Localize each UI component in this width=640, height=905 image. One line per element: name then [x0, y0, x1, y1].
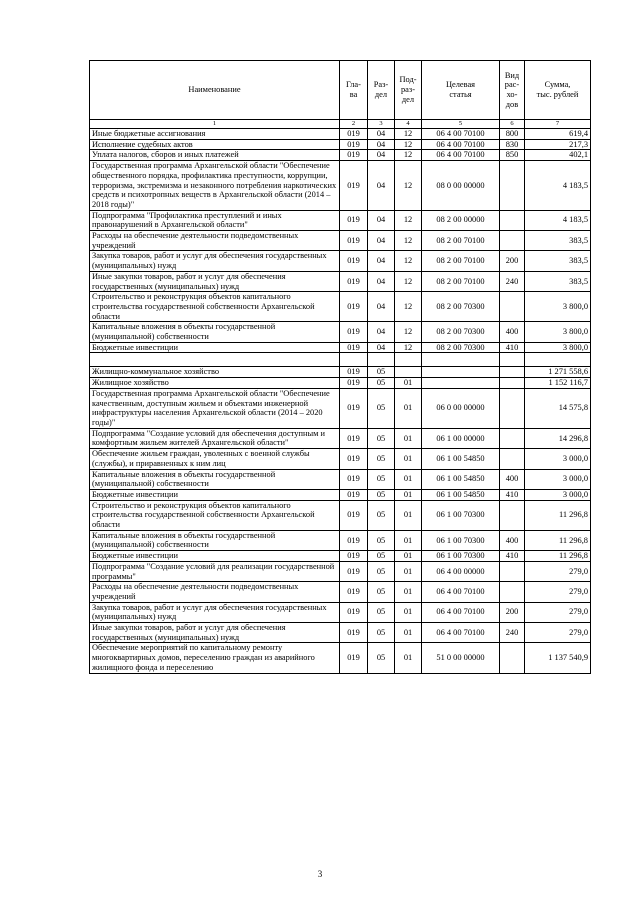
row-name: Расходы на обеспечение деятельности подведомственных учреждений	[90, 582, 340, 602]
row-subsection: 12	[395, 129, 422, 140]
row-expense-type	[500, 643, 525, 673]
row-subsection: 01	[395, 469, 422, 489]
row-target: 06 1 00 70300	[422, 551, 500, 562]
row-chapter: 019	[340, 489, 368, 500]
row-section: 05	[368, 428, 395, 448]
table-row	[90, 251, 591, 271]
table-row	[90, 643, 591, 673]
empty-cell	[368, 353, 395, 367]
row-chapter: 019	[340, 643, 368, 673]
row-chapter: 019	[340, 469, 368, 489]
row-target: 51 0 00 00000	[422, 643, 500, 673]
row-section: 04	[368, 251, 395, 271]
header-name: Наименование	[90, 61, 340, 120]
row-chapter: 019	[340, 378, 368, 389]
row-chapter: 019	[340, 449, 368, 469]
row-sum: 3 800,0	[525, 292, 591, 322]
row-sum: 3 000,0	[525, 489, 591, 500]
header-subsection-text: Под- раз- дел	[399, 75, 417, 104]
table-row	[90, 367, 591, 378]
row-chapter: 019	[340, 129, 368, 140]
row-subsection: 01	[395, 428, 422, 448]
row-sum: 279,0	[525, 623, 591, 643]
column-number: 4	[395, 120, 422, 129]
row-name: Капитальные вложения в объекты государственной (муниципальной) собственности	[90, 530, 340, 550]
table-row	[90, 602, 591, 622]
row-section: 04	[368, 161, 395, 211]
empty-cell	[422, 353, 500, 367]
table-row	[90, 530, 591, 550]
table-row	[90, 139, 591, 150]
row-subsection: 01	[395, 643, 422, 673]
row-name: Подпрограмма "Профилактика преступлений и иных правонарушений в Архангельской области"	[90, 210, 340, 230]
row-name: Закупка товаров, работ и услуг для обеспечения государственных (муниципальных) нужд	[90, 251, 340, 271]
row-sum: 3 000,0	[525, 449, 591, 469]
row-target: 06 4 00 70100	[422, 582, 500, 602]
row-chapter: 019	[340, 602, 368, 622]
row-target: 08 2 00 70300	[422, 322, 500, 342]
row-subsection: 12	[395, 251, 422, 271]
table-row	[90, 489, 591, 500]
row-name: Обеспечение жильем граждан, уволенных с военной службы (службы), и приравненных к ним лиц	[90, 449, 340, 469]
header-subsection	[395, 61, 422, 120]
row-target: 06 0 00 00000	[422, 388, 500, 428]
row-expense-type	[500, 561, 525, 581]
row-subsection: 01	[395, 561, 422, 581]
row-expense-type: 830	[500, 139, 525, 150]
row-chapter: 019	[340, 251, 368, 271]
row-subsection: 01	[395, 530, 422, 550]
table-row	[90, 210, 591, 230]
row-expense-type: 200	[500, 251, 525, 271]
row-name: Обеспечение мероприятий по капитальному ремонту многоквартирных домов, переселению граждан из аварийного жилищного фонда и переселению	[90, 643, 340, 673]
row-chapter: 019	[340, 582, 368, 602]
row-expense-type: 410	[500, 342, 525, 353]
column-number-row	[90, 120, 591, 129]
row-target: 06 4 00 70100	[422, 129, 500, 140]
table-row	[90, 292, 591, 322]
row-sum: 383,5	[525, 231, 591, 251]
row-sum: 619,4	[525, 129, 591, 140]
row-name: Уплата налогов, сборов и иных платежей	[90, 150, 340, 161]
row-chapter: 019	[340, 428, 368, 448]
table-body	[90, 129, 591, 674]
row-section: 04	[368, 342, 395, 353]
row-sum: 11 296,8	[525, 530, 591, 550]
row-chapter: 019	[340, 367, 368, 378]
table-row	[90, 271, 591, 291]
row-name: Капитальные вложения в объекты государственной (муниципальной) собственности	[90, 322, 340, 342]
row-sum: 279,0	[525, 582, 591, 602]
row-target: 08 0 00 00000	[422, 161, 500, 211]
header-target-text: Целевая статья	[445, 80, 476, 99]
row-name: Расходы на обеспечение деятельности подведомственных учреждений	[90, 231, 340, 251]
row-expense-type: 240	[500, 271, 525, 291]
header-target	[422, 61, 500, 120]
row-expense-type: 400	[500, 469, 525, 489]
row-target: 08 2 00 00000	[422, 210, 500, 230]
header-section	[368, 61, 395, 120]
row-sum: 402,1	[525, 150, 591, 161]
row-sum: 279,0	[525, 602, 591, 622]
row-target: 06 1 00 54850	[422, 449, 500, 469]
row-chapter: 019	[340, 231, 368, 251]
row-subsection: 12	[395, 210, 422, 230]
row-name: Строительство и реконструкция объектов капитального строительства государственной собственности Архангельской области	[90, 292, 340, 322]
row-section: 04	[368, 292, 395, 322]
row-expense-type: 410	[500, 489, 525, 500]
table-row	[90, 161, 591, 211]
row-chapter: 019	[340, 161, 368, 211]
row-chapter: 019	[340, 561, 368, 581]
column-number: 2	[340, 120, 368, 129]
row-target: 06 4 00 00000	[422, 561, 500, 581]
row-section: 04	[368, 231, 395, 251]
row-sum: 3 000,0	[525, 469, 591, 489]
row-name: Государственная программа Архангельской области "Обеспечение качественным, доступным жильем и объектами инженерной инфраструктуры населения Архангельской области (2014 – 2020 годы)"	[90, 388, 340, 428]
row-sum: 1 137 540,9	[525, 643, 591, 673]
table-row	[90, 551, 591, 562]
row-name: Жилищное хозяйство	[90, 378, 340, 389]
row-target: 06 4 00 70100	[422, 602, 500, 622]
row-expense-type: 400	[500, 530, 525, 550]
row-chapter: 019	[340, 530, 368, 550]
row-subsection: 01	[395, 551, 422, 562]
row-expense-type: 200	[500, 602, 525, 622]
row-target: 06 4 00 70100	[422, 139, 500, 150]
column-number: 7	[525, 120, 591, 129]
empty-cell	[500, 353, 525, 367]
row-expense-type	[500, 428, 525, 448]
row-sum: 4 183,5	[525, 210, 591, 230]
row-subsection: 01	[395, 623, 422, 643]
row-expense-type	[500, 367, 525, 378]
table-spacer-row	[90, 353, 591, 367]
header-expense-type	[500, 61, 525, 120]
row-name: Исполнение судебных актов	[90, 139, 340, 150]
row-section: 05	[368, 449, 395, 469]
row-section: 04	[368, 322, 395, 342]
row-sum: 1 152 116,7	[525, 378, 591, 389]
row-target: 06 1 00 70300	[422, 530, 500, 550]
row-section: 04	[368, 150, 395, 161]
row-expense-type: 800	[500, 129, 525, 140]
header-section-text: Раз- дел	[373, 80, 389, 99]
row-expense-type: 850	[500, 150, 525, 161]
empty-cell	[90, 353, 340, 367]
row-subsection: 01	[395, 378, 422, 389]
row-subsection	[395, 367, 422, 378]
row-name: Подпрограмма "Создание условий для реализации государственной программы"	[90, 561, 340, 581]
table-row	[90, 322, 591, 342]
row-sum: 11 296,8	[525, 500, 591, 530]
row-chapter: 019	[340, 150, 368, 161]
header-row	[90, 61, 591, 120]
table-row	[90, 469, 591, 489]
header-expense-type-text: Вид рас- хо- дов	[504, 70, 520, 109]
row-target: 06 1 00 00000	[422, 428, 500, 448]
row-chapter: 019	[340, 210, 368, 230]
row-chapter: 019	[340, 388, 368, 428]
row-target: 08 2 00 70100	[422, 231, 500, 251]
table-row	[90, 378, 591, 389]
row-section: 05	[368, 551, 395, 562]
table-row	[90, 129, 591, 140]
row-expense-type: 400	[500, 322, 525, 342]
row-section: 05	[368, 582, 395, 602]
row-section: 05	[368, 530, 395, 550]
row-section: 05	[368, 378, 395, 389]
row-expense-type	[500, 378, 525, 389]
column-number: 3	[368, 120, 395, 129]
row-subsection: 01	[395, 489, 422, 500]
table-row	[90, 428, 591, 448]
row-subsection: 12	[395, 231, 422, 251]
table-row	[90, 150, 591, 161]
row-name: Бюджетные инвестиции	[90, 489, 340, 500]
row-sum: 217,3	[525, 139, 591, 150]
row-subsection: 12	[395, 292, 422, 322]
row-chapter: 019	[340, 551, 368, 562]
row-chapter: 019	[340, 322, 368, 342]
row-sum: 3 800,0	[525, 342, 591, 353]
row-expense-type: 240	[500, 623, 525, 643]
row-target: 08 2 00 70100	[422, 271, 500, 291]
row-sum: 279,0	[525, 561, 591, 581]
row-name: Бюджетные инвестиции	[90, 551, 340, 562]
row-target: 06 4 00 70100	[422, 623, 500, 643]
row-sum: 383,5	[525, 271, 591, 291]
row-chapter: 019	[340, 292, 368, 322]
row-subsection: 01	[395, 388, 422, 428]
row-name: Жилищно-коммунальное хозяйство	[90, 367, 340, 378]
page-number: 3	[317, 869, 323, 879]
row-target: 08 2 00 70300	[422, 292, 500, 322]
row-subsection: 01	[395, 500, 422, 530]
row-subsection: 01	[395, 582, 422, 602]
row-expense-type	[500, 500, 525, 530]
row-section: 04	[368, 129, 395, 140]
row-section: 05	[368, 643, 395, 673]
empty-cell	[340, 353, 368, 367]
row-name: Иные закупки товаров, работ и услуг для обеспечения государственных (муниципальных) нужд	[90, 271, 340, 291]
row-subsection: 12	[395, 271, 422, 291]
row-section: 05	[368, 469, 395, 489]
row-section: 05	[368, 489, 395, 500]
row-expense-type	[500, 582, 525, 602]
row-sum: 3 800,0	[525, 322, 591, 342]
row-name: Государственная программа Архангельской области "Обеспечение общественного порядка, профилактика преступности, коррупции, терроризма, экстремизма и незаконного потребления наркотических средств и психотропных веществ в Архангельской области (2014 – 2018 годы)"	[90, 161, 340, 211]
row-expense-type	[500, 210, 525, 230]
row-name: Иные бюджетные ассигнования	[90, 129, 340, 140]
row-expense-type	[500, 449, 525, 469]
empty-cell	[525, 353, 591, 367]
table-row	[90, 561, 591, 581]
header-chapter	[340, 61, 368, 120]
table-row	[90, 231, 591, 251]
row-target	[422, 367, 500, 378]
row-subsection: 12	[395, 161, 422, 211]
row-target: 08 2 00 70300	[422, 342, 500, 353]
row-section: 05	[368, 367, 395, 378]
row-expense-type	[500, 292, 525, 322]
row-section: 04	[368, 139, 395, 150]
table-row	[90, 388, 591, 428]
row-sum: 4 183,5	[525, 161, 591, 211]
column-number: 6	[500, 120, 525, 129]
row-sum: 14 296,8	[525, 428, 591, 448]
row-subsection: 12	[395, 139, 422, 150]
table-row	[90, 500, 591, 530]
row-name: Строительство и реконструкция объектов капитального строительства государственной собственности Архангельской области	[90, 500, 340, 530]
row-section: 05	[368, 388, 395, 428]
row-expense-type	[500, 388, 525, 428]
header-chapter-text: Гла- ва	[346, 80, 361, 99]
row-section: 05	[368, 623, 395, 643]
column-number: 5	[422, 120, 500, 129]
header-sum	[525, 61, 591, 120]
row-subsection: 01	[395, 602, 422, 622]
row-expense-type	[500, 161, 525, 211]
row-name: Подпрограмма "Создание условий для обеспечения доступным и комфортным жильем жителей Архангельской области"	[90, 428, 340, 448]
row-section: 04	[368, 271, 395, 291]
row-chapter: 019	[340, 500, 368, 530]
budget-table	[89, 60, 591, 674]
row-sum: 383,5	[525, 251, 591, 271]
row-subsection: 12	[395, 342, 422, 353]
row-name: Капитальные вложения в объекты государственной (муниципальной) собственности	[90, 469, 340, 489]
row-subsection: 12	[395, 150, 422, 161]
row-target: 06 1 00 54850	[422, 489, 500, 500]
row-name: Бюджетные инвестиции	[90, 342, 340, 353]
row-target	[422, 378, 500, 389]
row-section: 05	[368, 500, 395, 530]
column-number: 1	[90, 120, 340, 129]
row-section: 04	[368, 210, 395, 230]
row-target: 06 1 00 70300	[422, 500, 500, 530]
table-row	[90, 623, 591, 643]
table-row	[90, 582, 591, 602]
row-target: 06 4 00 70100	[422, 150, 500, 161]
row-chapter: 019	[340, 623, 368, 643]
row-name: Иные закупки товаров, работ и услуг для обеспечения государственных (муниципальных) нужд	[90, 623, 340, 643]
row-expense-type: 410	[500, 551, 525, 562]
table-row	[90, 342, 591, 353]
row-sum: 14 575,8	[525, 388, 591, 428]
row-chapter: 019	[340, 342, 368, 353]
row-sum: 11 296,8	[525, 551, 591, 562]
row-section: 05	[368, 561, 395, 581]
empty-cell	[395, 353, 422, 367]
row-chapter: 019	[340, 139, 368, 150]
row-subsection: 12	[395, 322, 422, 342]
row-target: 06 1 00 54850	[422, 469, 500, 489]
row-expense-type	[500, 231, 525, 251]
row-subsection: 01	[395, 449, 422, 469]
row-name: Закупка товаров, работ и услуг для обеспечения государственных (муниципальных) нужд	[90, 602, 340, 622]
row-chapter: 019	[340, 271, 368, 291]
row-target: 08 2 00 70100	[422, 251, 500, 271]
table-row	[90, 449, 591, 469]
row-sum: 1 271 558,6	[525, 367, 591, 378]
row-section: 05	[368, 602, 395, 622]
header-sum-text: Сумма, тыс. рублей	[536, 80, 579, 99]
